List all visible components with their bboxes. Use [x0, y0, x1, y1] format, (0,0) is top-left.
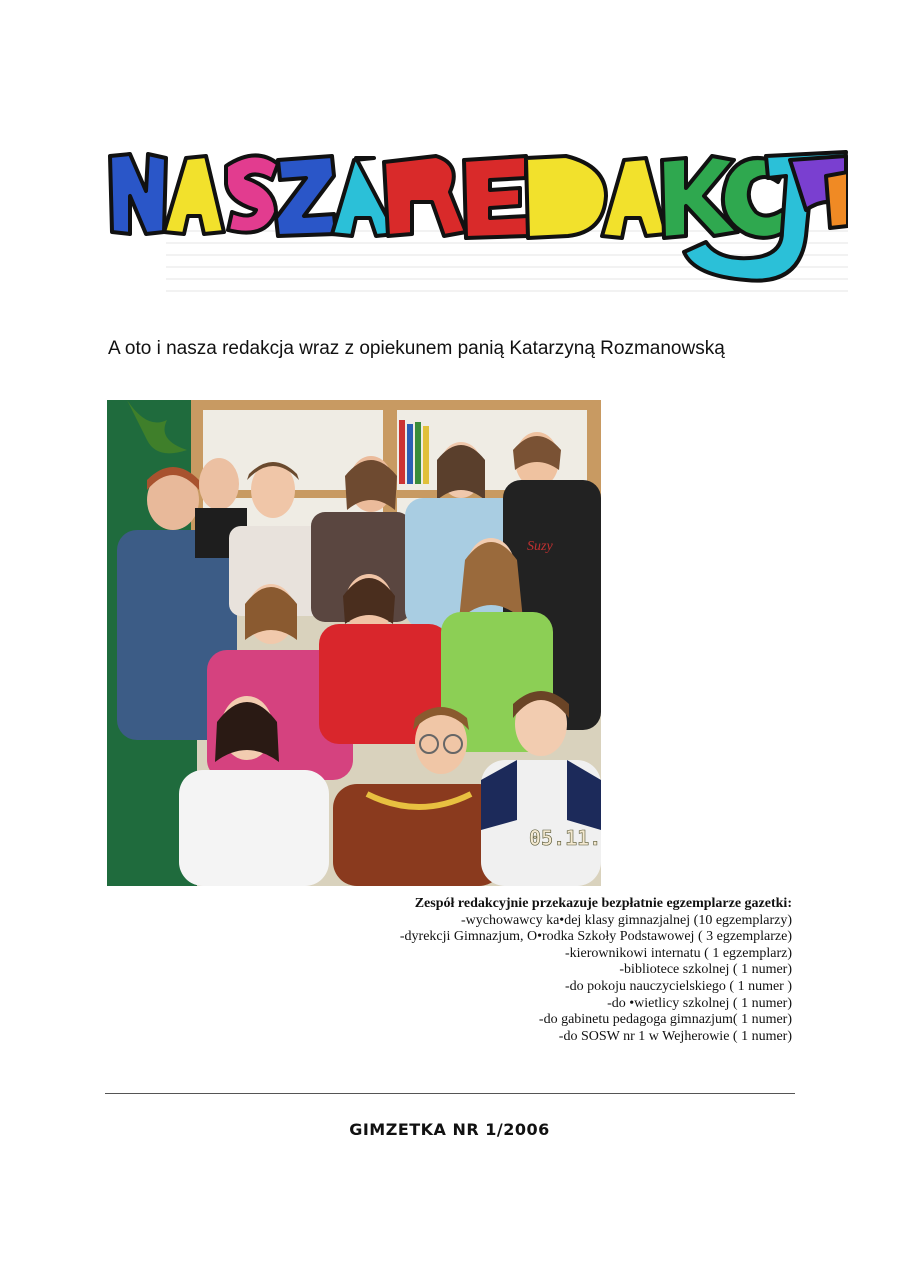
list-item: -dyrekcji Gimnazjum, O•rodka Szkoły Podstawowej ( 3 egzemplarze): [399, 929, 792, 945]
list-item: -wychowawcy ka•dej klasy gimnazjalnej (10 egzemplarzy): [460, 912, 792, 928]
distribution-list: [232, 896, 792, 1045]
distribution-items: [232, 913, 792, 1046]
list-item: -do pokoju nauczycielskiego ( 1 numer ): [564, 978, 792, 994]
nasza-redakcja-logo: [106, 136, 848, 296]
list-item: -do gabinetu pedagoga gimnazjum( 1 numer): [538, 1012, 792, 1028]
svg-text:Suzy: Suzy: [527, 539, 553, 554]
list-item: -kierownikowi internatu ( 1 egzemplarz): [564, 945, 792, 961]
footer-divider: [105, 1093, 795, 1094]
distribution-heading: Zespół redakcyjnie przekazuje bezpłatnie egzemplarze gazetki:: [414, 896, 792, 911]
intro-caption: A oto i nasza redakcja wraz z opiekunem panią Katarzyną Rozmanowską: [108, 338, 725, 359]
footer-issue-title: GIMZETKA NR 1/2006: [349, 1120, 550, 1139]
list-item: -bibliotece szkolnej ( 1 numer): [619, 962, 792, 978]
photo-date-stamp: 05.11.: [529, 826, 601, 850]
list-item: -do SOSW nr 1 w Wejherowie ( 1 numer): [558, 1028, 792, 1044]
group-photo: [107, 400, 601, 886]
list-item: -do •wietlicy szkolnej ( 1 numer): [607, 995, 792, 1011]
